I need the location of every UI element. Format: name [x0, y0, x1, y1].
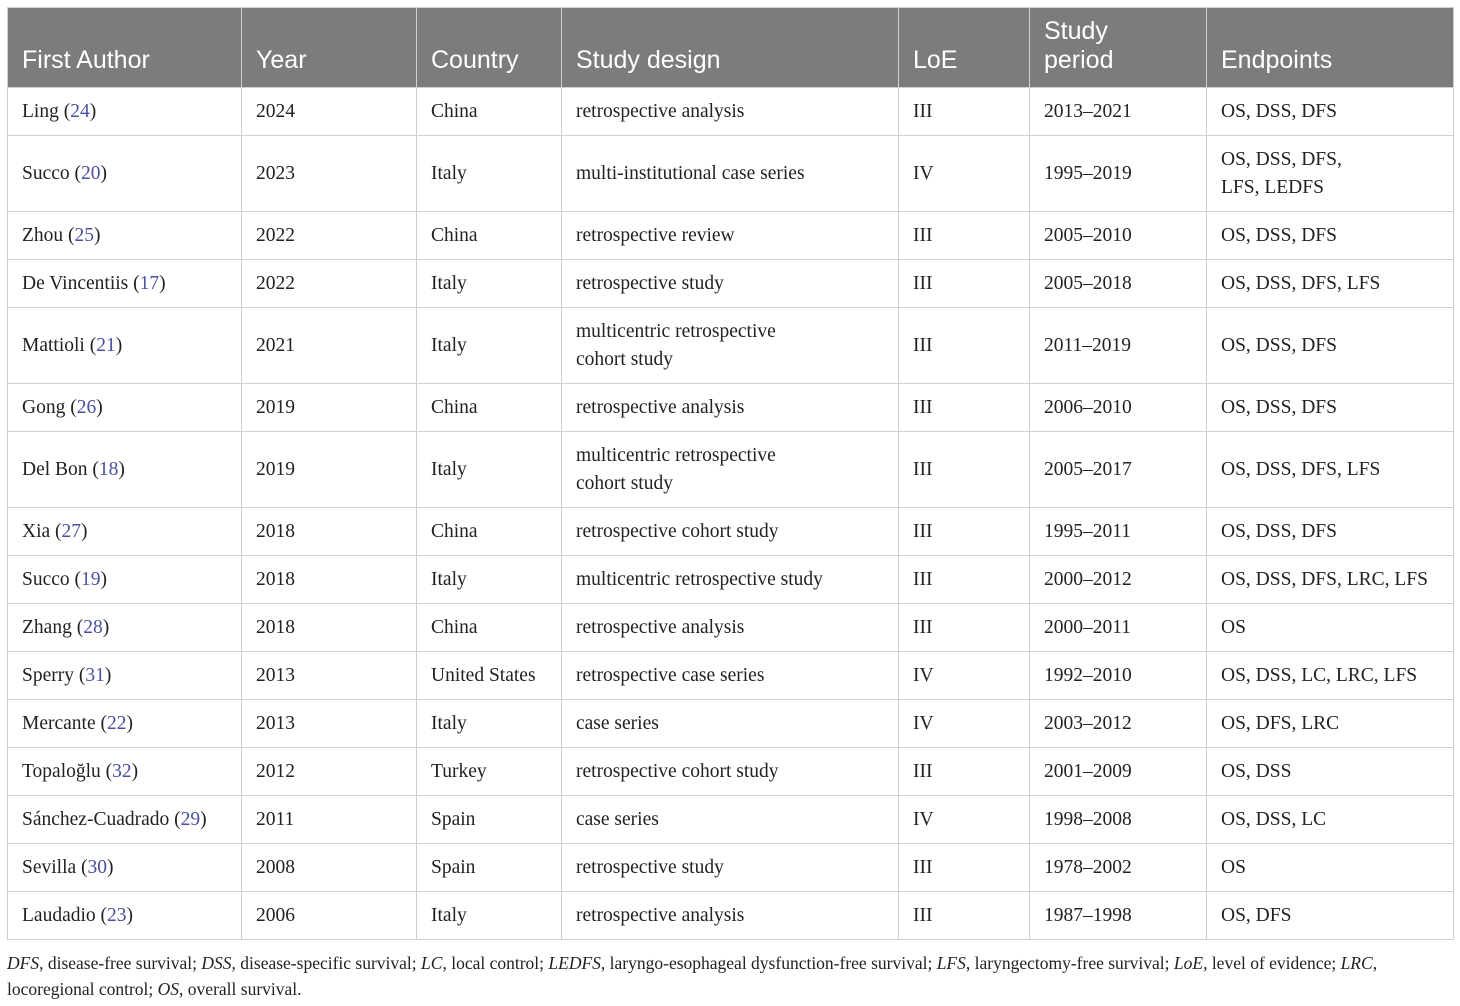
cell-study-design: multi-institutional case series [562, 136, 899, 212]
cell-country: Italy [417, 432, 562, 508]
cell-loe: III [899, 748, 1030, 796]
author-name: Ling [22, 100, 59, 122]
cell-study-period: 2001–2009 [1030, 748, 1207, 796]
cell-study-design: retrospective cohort study [562, 508, 899, 556]
reference-link[interactable]: 32 [112, 760, 132, 782]
author-name: Sperry [22, 664, 74, 686]
cell-country: China [417, 384, 562, 432]
table-row [8, 748, 1454, 796]
cell-loe: III [899, 556, 1030, 604]
cell-country: China [417, 604, 562, 652]
cell-first-author: Del Bon (18) [8, 432, 242, 508]
cell-endpoints: OS, DSS, DFS [1207, 384, 1454, 432]
footnote-abbreviation: LEDFS [548, 953, 601, 973]
table-row [8, 212, 1454, 260]
cell-study-design: retrospective review [562, 212, 899, 260]
cell-endpoints: OS, DSS, LC, LRC, LFS [1207, 652, 1454, 700]
footnote-abbreviation: DFS [7, 953, 40, 973]
header-endpoints: Endpoints [1207, 8, 1454, 88]
cell-year: 2018 [242, 556, 417, 604]
author-name: Mercante [22, 712, 96, 734]
cell-endpoints: OS, DSS, DFS, LRC, LFS [1207, 556, 1454, 604]
reference-link[interactable]: 26 [76, 396, 97, 418]
cell-study-design: multicentric retrospective study [562, 556, 899, 604]
cell-year: 2013 [242, 652, 417, 700]
study-table-container [7, 7, 1453, 940]
cell-first-author: Succo (20) [8, 136, 242, 212]
table-footnote [7, 950, 1453, 1002]
author-name: Xia [22, 520, 51, 542]
cell-study-period: 2005–2018 [1030, 260, 1207, 308]
cell-year: 2021 [242, 308, 417, 384]
cell-country: Italy [417, 892, 562, 940]
reference-link[interactable]: 28 [83, 616, 103, 638]
cell-country: Spain [417, 844, 562, 892]
cell-year: 2018 [242, 604, 417, 652]
cell-year: 2008 [242, 844, 417, 892]
cell-endpoints: OS, DFS, LRC [1207, 700, 1454, 748]
cell-study-period: 1992–2010 [1030, 652, 1207, 700]
cell-study-design: multicentric retrospective cohort study [562, 308, 899, 384]
study-table [7, 7, 1454, 940]
cell-year: 2022 [242, 260, 417, 308]
cell-study-design: retrospective analysis [562, 892, 899, 940]
reference-link[interactable]: 17 [139, 272, 160, 294]
cell-first-author: Mercante (22) [8, 700, 242, 748]
author-name: Topaloğlu [22, 760, 101, 782]
reference-link[interactable]: 25 [74, 224, 95, 246]
cell-study-design: retrospective analysis [562, 604, 899, 652]
reference-link[interactable]: 22 [107, 712, 127, 734]
cell-study-period: 1987–1998 [1030, 892, 1207, 940]
cell-study-period: 2000–2012 [1030, 556, 1207, 604]
table-row [8, 136, 1454, 212]
cell-year: 2022 [242, 212, 417, 260]
table-body [8, 88, 1454, 940]
cell-study-design: retrospective cohort study [562, 748, 899, 796]
footnote-abbreviation: DSS [201, 953, 232, 973]
cell-year: 2019 [242, 384, 417, 432]
cell-study-design: retrospective analysis [562, 384, 899, 432]
cell-loe: III [899, 308, 1030, 384]
cell-endpoints: OS [1207, 844, 1454, 892]
cell-loe: III [899, 88, 1030, 136]
table-row [8, 700, 1454, 748]
footnote-abbreviation: LoE [1173, 953, 1204, 973]
cell-study-design: multicentric retrospective cohort study [562, 432, 899, 508]
cell-country: Italy [417, 260, 562, 308]
cell-country: Turkey [417, 748, 562, 796]
cell-loe: IV [899, 652, 1030, 700]
footnote-abbreviation: LFS [936, 953, 966, 973]
reference-link[interactable]: 24 [70, 100, 90, 122]
cell-endpoints: OS, DSS, DFS, LFS [1207, 260, 1454, 308]
footnote-definition: , locoregional control; [7, 953, 1378, 999]
cell-country: China [417, 212, 562, 260]
header-study-design: Study design [562, 8, 899, 88]
cell-study-period: 2011–2019 [1030, 308, 1207, 384]
cell-study-period: 2000–2011 [1030, 604, 1207, 652]
cell-loe: III [899, 844, 1030, 892]
cell-endpoints: OS, DSS, DFS, LFS [1207, 432, 1454, 508]
cell-year: 2024 [242, 88, 417, 136]
cell-endpoints: OS, DSS, DFS [1207, 308, 1454, 384]
cell-endpoints: OS, DSS [1207, 748, 1454, 796]
cell-first-author: De Vincentiis (17) [8, 260, 242, 308]
cell-loe: III [899, 212, 1030, 260]
table-row [8, 556, 1454, 604]
cell-country: Italy [417, 308, 562, 384]
author-name: Laudadio [22, 904, 96, 926]
cell-study-period: 1978–2002 [1030, 844, 1207, 892]
table-row [8, 652, 1454, 700]
cell-first-author: Zhang (28) [8, 604, 242, 652]
cell-country: Italy [417, 700, 562, 748]
cell-first-author: Topaloğlu (32) [8, 748, 242, 796]
table-row [8, 796, 1454, 844]
header-study-period: Study period [1030, 8, 1207, 88]
table-row [8, 604, 1454, 652]
footnote-definition: , level of evidence; [1203, 953, 1341, 973]
cell-first-author: Gong (26) [8, 384, 242, 432]
cell-study-design: retrospective analysis [562, 88, 899, 136]
reference-link[interactable]: 27 [61, 520, 82, 542]
reference-link[interactable]: 31 [85, 664, 105, 686]
cell-study-period: 2005–2010 [1030, 212, 1207, 260]
author-name: Del Bon [22, 458, 88, 480]
cell-study-period: 2006–2010 [1030, 384, 1207, 432]
table-row [8, 384, 1454, 432]
cell-endpoints: OS, DSS, DFS [1207, 212, 1454, 260]
cell-first-author: Mattioli (21) [8, 308, 242, 384]
cell-endpoints: OS, DSS, DFS [1207, 508, 1454, 556]
reference-link[interactable]: 30 [87, 856, 108, 878]
author-name: Gong [22, 396, 66, 418]
footnote-abbreviation: LC [421, 953, 443, 973]
cell-year: 2012 [242, 748, 417, 796]
cell-country: United States [417, 652, 562, 700]
reference-link[interactable]: 29 [180, 808, 201, 830]
cell-study-design: case series [562, 700, 899, 748]
cell-study-design: case series [562, 796, 899, 844]
reference-link[interactable]: 21 [96, 334, 116, 356]
cell-first-author: Ling (24) [8, 88, 242, 136]
cell-study-period: 1998–2008 [1030, 796, 1207, 844]
author-name: De Vincentiis [22, 272, 129, 294]
header-country: Country [417, 8, 562, 88]
footnote-definition: , disease-free survival; [39, 953, 202, 973]
cell-year: 2019 [242, 432, 417, 508]
reference-link[interactable]: 20 [81, 162, 101, 184]
table-row [8, 508, 1454, 556]
header-year: Year [242, 8, 417, 88]
cell-year: 2013 [242, 700, 417, 748]
header-loe: LoE [899, 8, 1030, 88]
footnote-definition: , laryngo-esophageal dysfunction-free survival; [600, 953, 937, 973]
footnote-definition: , disease-specific survival; [231, 953, 422, 973]
cell-loe: IV [899, 136, 1030, 212]
table-row [8, 844, 1454, 892]
reference-link[interactable]: 23 [107, 904, 127, 926]
footnote-abbreviation: LRC [1340, 953, 1373, 973]
cell-loe: III [899, 260, 1030, 308]
cell-country: Spain [417, 796, 562, 844]
cell-endpoints: OS [1207, 604, 1454, 652]
cell-first-author: Laudadio (23) [8, 892, 242, 940]
cell-study-period: 2003–2012 [1030, 700, 1207, 748]
cell-endpoints: OS, DSS, LC [1207, 796, 1454, 844]
cell-year: 2023 [242, 136, 417, 212]
author-name: Sánchez-Cuadrado [22, 808, 170, 830]
footnote-definition: , laryngectomy-free survival; [965, 953, 1174, 973]
cell-endpoints: OS, DFS [1207, 892, 1454, 940]
cell-first-author: Zhou (25) [8, 212, 242, 260]
author-name: Succo [22, 162, 70, 184]
table-row [8, 308, 1454, 384]
cell-study-period: 1995–2019 [1030, 136, 1207, 212]
cell-loe: III [899, 604, 1030, 652]
cell-loe: III [899, 384, 1030, 432]
cell-loe: IV [899, 700, 1030, 748]
cell-first-author: Xia (27) [8, 508, 242, 556]
cell-study-period: 1995–2011 [1030, 508, 1207, 556]
cell-study-design: retrospective study [562, 844, 899, 892]
cell-country: China [417, 508, 562, 556]
cell-endpoints: OS, DSS, DFS [1207, 88, 1454, 136]
header-row [8, 8, 1454, 88]
cell-country: Italy [417, 136, 562, 212]
cell-study-period: 2013–2021 [1030, 88, 1207, 136]
cell-study-design: retrospective case series [562, 652, 899, 700]
author-name: Mattioli [22, 334, 85, 356]
reference-link[interactable]: 19 [81, 568, 101, 590]
table-row [8, 432, 1454, 508]
cell-study-design: retrospective study [562, 260, 899, 308]
cell-loe: III [899, 892, 1030, 940]
table-row [8, 260, 1454, 308]
cell-first-author: Sperry (31) [8, 652, 242, 700]
cell-loe: IV [899, 796, 1030, 844]
cell-year: 2006 [242, 892, 417, 940]
cell-endpoints: OS, DSS, DFS, LFS, LEDFS [1207, 136, 1454, 212]
footnote-definition: , overall survival. [179, 979, 302, 999]
cell-first-author: Sevilla (30) [8, 844, 242, 892]
cell-year: 2011 [242, 796, 417, 844]
cell-loe: III [899, 508, 1030, 556]
reference-link[interactable]: 18 [98, 458, 119, 480]
footnote-abbreviation: OS [157, 979, 180, 999]
author-name: Succo [22, 568, 70, 590]
table-row [8, 88, 1454, 136]
cell-first-author: Succo (19) [8, 556, 242, 604]
cell-country: China [417, 88, 562, 136]
author-name: Zhou [22, 224, 64, 246]
header-first-author: First Author [8, 8, 242, 88]
author-name: Sevilla [22, 856, 77, 878]
cell-year: 2018 [242, 508, 417, 556]
author-name: Zhang [22, 616, 72, 638]
footnote-definition: , local control; [442, 953, 549, 973]
cell-study-period: 2005–2017 [1030, 432, 1207, 508]
cell-country: Italy [417, 556, 562, 604]
cell-loe: III [899, 432, 1030, 508]
cell-first-author: Sánchez-Cuadrado (29) [8, 796, 242, 844]
table-row [8, 892, 1454, 940]
